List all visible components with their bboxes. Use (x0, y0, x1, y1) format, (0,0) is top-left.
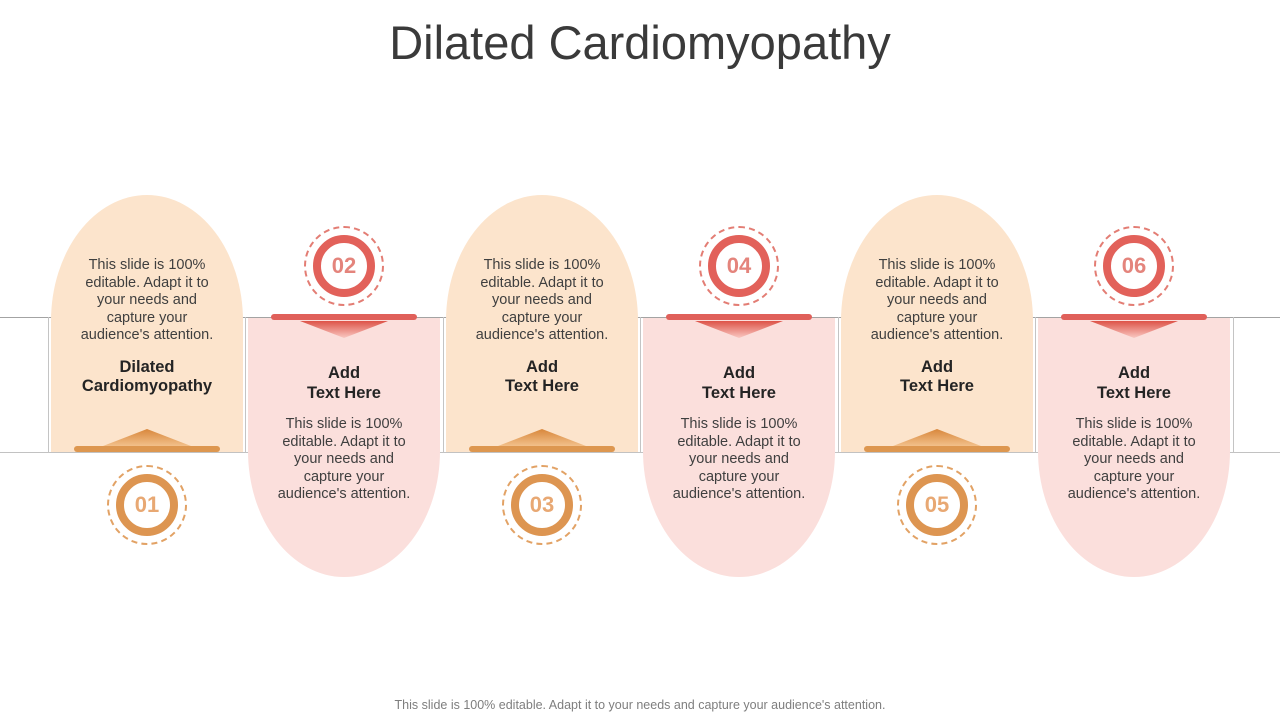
step-column-02 (248, 0, 440, 720)
column-divider (640, 317, 641, 453)
step-paragraph: This slide is 100% editable. Adapt it to your needs and capture your audience's attention. (1067, 416, 1201, 502)
step-badge-03 (502, 465, 582, 545)
step-number: 02 (331, 253, 357, 278)
step-column-01 (51, 0, 243, 720)
step-badge-02 (304, 226, 384, 306)
step-number-ring (1103, 235, 1165, 297)
step-badge-01 (107, 465, 187, 545)
step-column-05 (841, 0, 1033, 720)
column-divider (48, 317, 49, 453)
step-heading (862, 358, 1012, 397)
step-text-03 (467, 257, 617, 397)
step-paragraph: This slide is 100% editable. Adapt it to your needs and capture your audience's attention. (475, 257, 609, 343)
step-heading (664, 364, 814, 403)
step-number: 05 (924, 492, 950, 517)
step-paragraph: This slide is 100% editable. Adapt it to your needs and capture your audience's attention. (277, 416, 411, 502)
step-card-01 (51, 195, 243, 452)
step-paragraph: This slide is 100% editable. Adapt it to your needs and capture your audience's attention. (80, 257, 214, 343)
column-divider (245, 317, 246, 453)
accent-bar (864, 446, 1010, 452)
step-number-ring (511, 474, 573, 536)
column-divider (1233, 317, 1234, 453)
step-heading-line-1: Add (327, 364, 361, 382)
step-heading (467, 358, 617, 397)
step-paragraph: This slide is 100% editable. Adapt it to your needs and capture your audience's attention. (672, 416, 806, 502)
step-heading-line-1: Add (722, 364, 756, 382)
step-number-ring (708, 235, 770, 297)
step-heading-line-1: Add (920, 357, 954, 376)
accent-bar (74, 446, 220, 452)
step-number: 06 (1121, 253, 1147, 278)
step-text-05 (862, 257, 1012, 397)
step-heading-line-2: Text Here (307, 383, 381, 402)
step-text-06 (1059, 364, 1209, 504)
slide-title: Dilated Cardiomyopathy (389, 16, 891, 69)
column-divider (838, 317, 839, 453)
column-divider (1035, 317, 1036, 453)
step-heading (72, 358, 222, 397)
step-badge-06 (1094, 226, 1174, 306)
step-card-05 (841, 195, 1033, 452)
step-text-02 (269, 364, 419, 504)
step-column-03 (446, 0, 638, 720)
step-number: 01 (134, 492, 160, 517)
accent-bar (271, 314, 417, 320)
step-heading-line-1: Add (525, 357, 559, 376)
step-column-06 (1038, 0, 1230, 720)
accent-bar (469, 446, 615, 452)
step-text-01 (72, 257, 222, 397)
accent-bar (666, 314, 812, 320)
step-badge-05 (897, 465, 977, 545)
step-heading-line-2: Text Here (1097, 383, 1171, 402)
step-number-ring (906, 474, 968, 536)
step-heading-line-2: Text Here (900, 377, 974, 395)
column-divider (443, 317, 444, 453)
accent-bar (1061, 314, 1207, 320)
step-heading (269, 364, 419, 403)
step-number: 04 (726, 253, 752, 278)
slide-footer-note: This slide is 100% editable. Adapt it to your needs and capture your audience's attention. (394, 698, 886, 712)
step-heading-line-2: Cardiomyopathy (81, 377, 213, 395)
step-badge-04 (699, 226, 779, 306)
step-heading-line-2: Text Here (505, 377, 579, 395)
step-heading (1059, 364, 1209, 403)
step-card-03 (446, 195, 638, 452)
step-number-ring (313, 235, 375, 297)
step-paragraph: This slide is 100% editable. Adapt it to your needs and capture your audience's attention. (870, 257, 1004, 343)
step-heading-line-1: Dilated (119, 357, 175, 376)
step-heading-line-2: Text Here (702, 383, 776, 402)
step-heading-line-1: Add (1117, 364, 1151, 382)
step-column-04 (643, 0, 835, 720)
step-card-04 (643, 318, 835, 577)
step-text-04 (664, 364, 814, 504)
step-number-ring (116, 474, 178, 536)
step-card-06 (1038, 318, 1230, 577)
step-number: 03 (529, 492, 555, 517)
step-card-02 (248, 318, 440, 577)
